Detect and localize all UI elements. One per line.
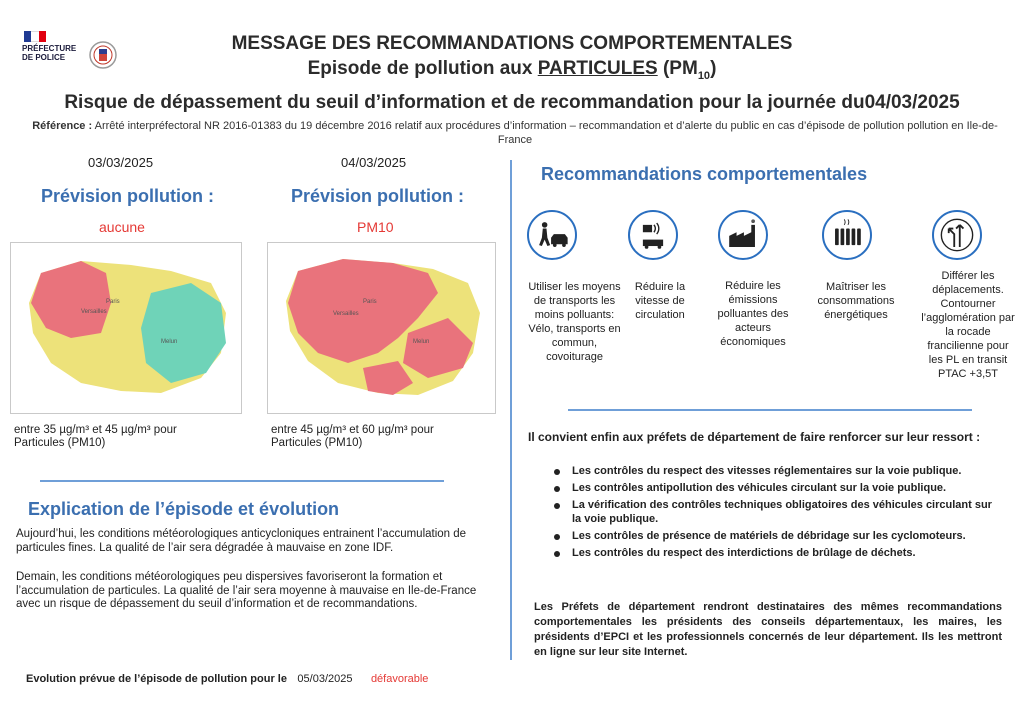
explanation-para-1: Aujourd’hui, les conditions météorologiques anticycloniques entrainent l’accumulation de particules fines. La qualité de l’air sera dégradée à mauvaise en zone IDF. <box>16 528 467 554</box>
pollution-map-2 <box>267 242 496 414</box>
pollution-map-1 <box>10 242 242 414</box>
radiator-icon <box>822 210 872 260</box>
evolution-line <box>26 669 428 687</box>
prefects-final-text: Les Préfets de département rendront destinataires des mêmes recommandations comportementales les présidents des conseils départementaux, les maires, les présidents d’EPCI et les professionnels concernés de leur département. Ils les mettront en ligne sur leur site Internet. <box>534 601 1002 658</box>
forecast-threshold-2: entre 45 µg/m³ et 60 µg/m³ pour Particules (PM10) <box>271 424 434 449</box>
divider <box>40 480 444 482</box>
page-title: MESSAGE DES RECOMMANDATIONS COMPORTEMENTALES <box>231 33 793 54</box>
recommendation-text-5: Différer les déplacements. Contourner l’agglomération par la rocade francilienne pour les PL en transit PTAC +3,5T <box>921 270 1015 380</box>
map-city-label: Paris <box>363 299 377 305</box>
forecast-date-1: 03/03/2025 <box>88 155 154 170</box>
detour-sign-icon <box>932 210 982 260</box>
forecast-title-1: Prévision pollution : <box>41 186 215 206</box>
recommendation-text-1: Utiliser les moyens de transports les moins polluants: Vélo, transports en commun, covoiturage <box>528 281 621 363</box>
list-item: Les contrôles du respect des interdictions de brûlage de déchets. <box>546 547 998 561</box>
factory-icon <box>718 210 768 260</box>
list-item: Les contrôles antipollution des véhicules circulant sur la voie publique. <box>546 482 998 496</box>
evolution-date: 05/03/2025 <box>297 673 353 685</box>
recommendation-text-4: Maîtriser les consommations énergétiques <box>817 281 895 321</box>
list-item: Les contrôles du respect des vitesses réglementaires sur la voie publique. <box>546 465 998 479</box>
prefects-intro: Il convient enfin aux préfets de département de faire renforcer sur leur ressort : <box>528 430 981 444</box>
forecast-date-2: 04/03/2025 <box>341 155 407 170</box>
forecast-title-2: Prévision pollution : <box>291 186 465 206</box>
controls-list <box>546 465 998 564</box>
vertical-divider <box>510 160 512 660</box>
list-item: La vérification des contrôles techniques obligatoires des véhicules circulant sur la voie publique. <box>546 499 998 526</box>
speed-radar-icon <box>628 210 678 260</box>
evolution-value: défavorable <box>370 673 429 685</box>
map-city-label: Paris <box>106 299 120 305</box>
evolution-label: Evolution prévue de l’épisode de pollution pour le <box>26 673 287 685</box>
forecast-level-1: aucune <box>99 219 145 235</box>
pedestrian-car-icon <box>527 210 577 260</box>
map-city-label: Versailles <box>333 311 359 317</box>
divider <box>568 409 972 411</box>
list-item: Les contrôles de présence de matériels de débridage sur les cyclomoteurs. <box>546 530 998 544</box>
recommendation-text-3: Réduire les émissions polluantes des acteurs économiques <box>717 280 789 348</box>
forecast-level-2: PM10 <box>357 219 394 235</box>
explanation-para-2: Demain, les conditions météorologiques peu dispersives favoriseront la formation et l’accumulation de particules. La qualité de l’air sera moyenne à mauvaise en Ile-de-France avec un risque de dépassement du seuil d’information et de recommandations. <box>16 571 477 610</box>
explanation-title: Explication de l’épisode et évolution <box>28 499 340 519</box>
map-city-label: Versailles <box>81 309 107 315</box>
map-city-label: Melun <box>161 339 178 345</box>
forecast-threshold-1: entre 35 µg/m³ et 45 µg/m³ pour Particules (PM10) <box>14 424 177 449</box>
recommendation-text-2: Réduire la vitesse de circulation <box>634 281 686 321</box>
prefecture-logo-text: PRÉFECTURE DE POLICE <box>22 44 77 62</box>
reference-text: Référence : Arrêté interpréfectoral NR 2016-01383 du 19 décembre 2016 relatif aux procédures d’information – recommandation et d’alerte du public en cas d’épisode de pollution pollution en Ile-de-France <box>32 120 998 146</box>
episode-subtitle: Episode de pollution aux PARTICULES $(PM_{10})$ <box>307 58 717 82</box>
risk-title: Risque de dépassement du seuil d’information et de recommandation pour la journée du04/03/2025 <box>64 92 960 113</box>
map-city-label: Melun <box>413 339 430 345</box>
recommendations-title: Recommandations comportementales <box>541 164 868 184</box>
